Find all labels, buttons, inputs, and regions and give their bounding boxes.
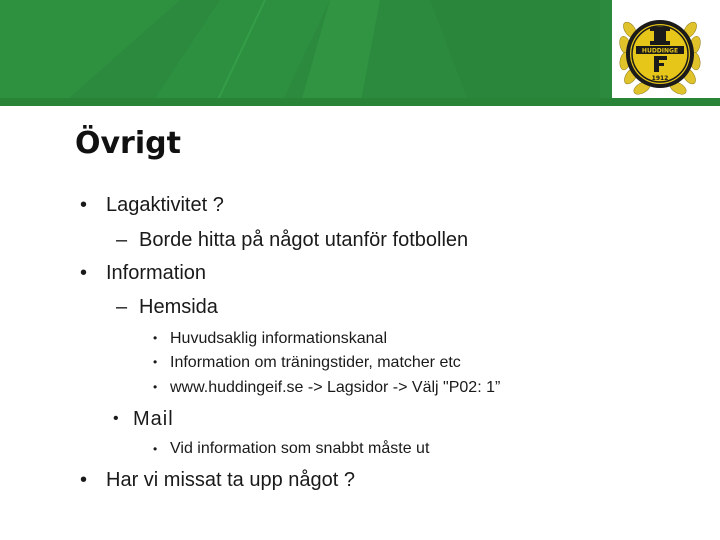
crest-year: 1912 xyxy=(651,75,669,82)
list-item: Huvudsaklig informationskanal xyxy=(170,330,387,347)
slide-title: Övrigt xyxy=(75,126,181,161)
bullet-marker: • xyxy=(80,469,88,491)
list-item: Borde hitta på något utanför fotbollen xyxy=(139,229,469,251)
list-item: Vid information som snabbt måste ut xyxy=(170,440,430,457)
bullet-marker: • xyxy=(153,442,158,456)
bullet-marker: • xyxy=(153,380,158,394)
list-item: Lagaktivitet ? xyxy=(106,194,224,216)
list-item: www.huddingeif.se -> Lagsidor -> Välj "P02: 1” xyxy=(170,379,501,396)
list-item: Hemsida xyxy=(139,296,218,318)
bullet-marker: • xyxy=(80,194,88,216)
crest-text: HUDDINGE xyxy=(641,47,679,55)
bullet-marker: • xyxy=(153,331,158,345)
list-item: Information om träningstider, matcher etc xyxy=(170,354,461,371)
bullet-marker: • xyxy=(153,355,158,369)
bullet-marker: • xyxy=(113,410,119,427)
list-item: Mail xyxy=(133,408,174,430)
list-item: Information xyxy=(106,262,207,284)
dash-marker: – xyxy=(116,229,128,251)
bullet-marker: • xyxy=(80,262,88,284)
list-item: Har vi missat ta upp något ? xyxy=(106,469,356,491)
dash-marker: – xyxy=(116,296,128,318)
